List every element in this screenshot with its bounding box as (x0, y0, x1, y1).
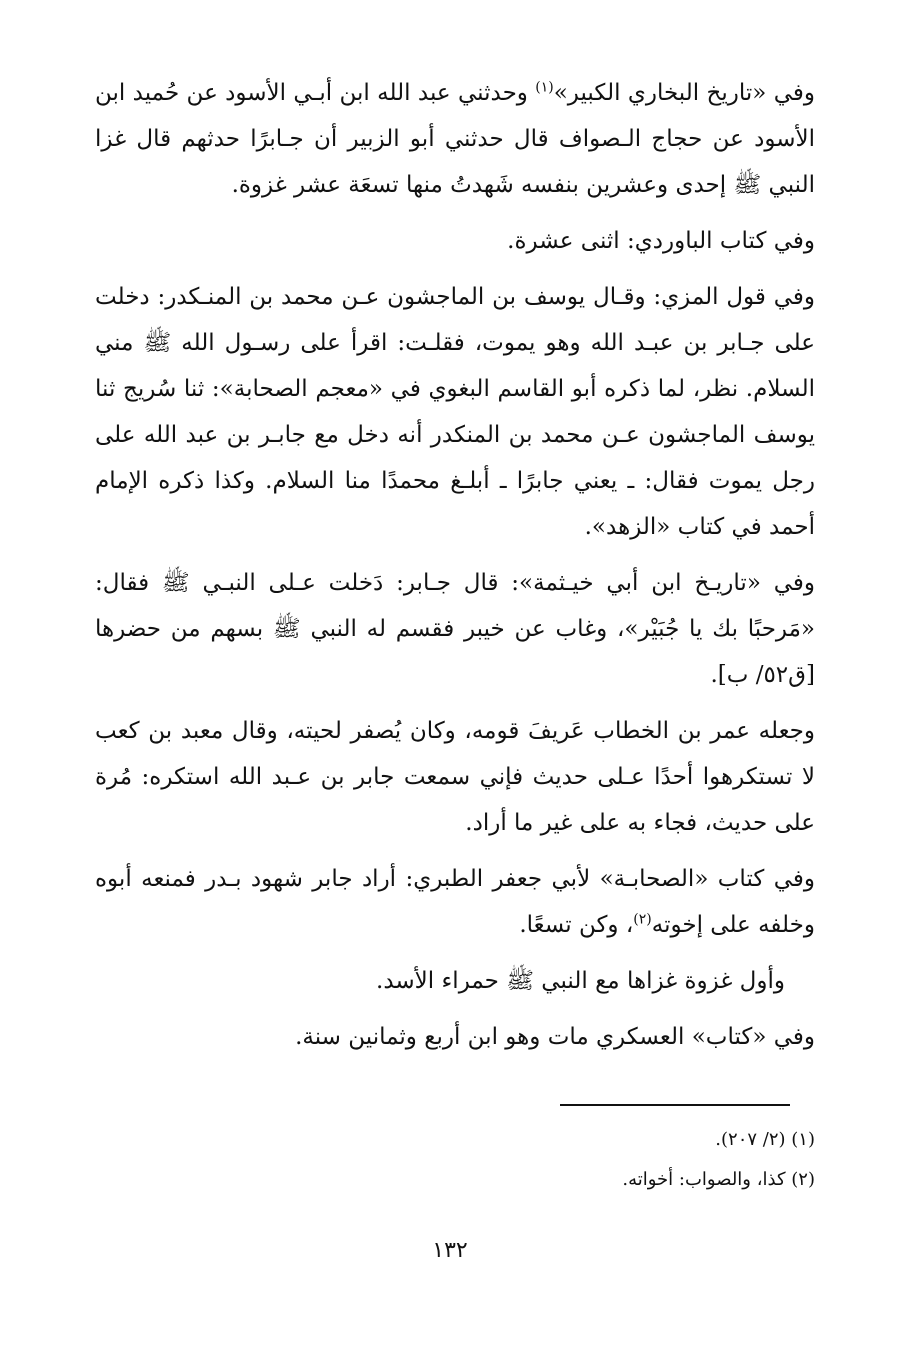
paragraph-tabari-sahaba (95, 856, 815, 948)
footnote-2: (٢) كذا، والصواب: أخواته. (622, 1169, 815, 1190)
footnote-ref-2[interactable]: (٢) (633, 911, 652, 928)
paragraph-text: ، وكن تسعًا. (519, 912, 634, 938)
paragraph-first-ghazwa: وأول غزوة غزاها مع النبي ﷺ حمراء الأسد. (376, 968, 785, 994)
paragraph-bukhari-tarikh (95, 70, 815, 208)
main-text (95, 70, 815, 1070)
paragraph-text: وحدثني عبد الله ابن أبـي الأسود عن حُميد ابن الأسود عن حجاج الـصواف قال حدثني أبو الزبير أن جـابرًا حدثهم قال غزا النبي ﷺ إحدى وعشرين بنفسه شَهدتُ منها تسعَة عشر غزوة. (95, 80, 815, 198)
footnote-ref-1[interactable]: (١) (535, 79, 554, 96)
paragraph-umar-ibn-khattab: وجعله عمر بن الخطاب عَريفَ قومه، وكان يُصفر لحيته، وقال معبد بن كعب لا تستكرهوا أحدًا عـلى حديث فإني سمعت جابر بن عـبد الله استكره: مُرة على حديث، فجاء به على غير ما أراد. (95, 718, 815, 836)
footnote-1: (١) (٢/ ٢٠٧). (715, 1129, 815, 1150)
page-number: ١٣٢ (432, 1238, 468, 1263)
footnote-divider (560, 1104, 790, 1106)
paragraph-askari: وفي «كتاب» العسكري مات وهو ابن أربع وثمانين سنة. (295, 1024, 815, 1050)
paragraph-bawardi: وفي كتاب الباوردي: اثنى عشرة. (507, 228, 815, 254)
paragraph-text: وفي كتاب «الصحابـة» لأبي جعفر الطبري: أراد جابر شهود بـدر فمنعه أبوه وخلفه على إخوته (95, 866, 815, 938)
footnotes (95, 1120, 815, 1200)
paragraph-text: وفي «تاريخ البخاري الكبير» (553, 80, 815, 106)
paragraph-ibn-abi-khaythama: وفي «تاريـخ ابن أبي خيـثمة»: قال جـابر: دَخلت عـلى النبـي ﷺ فقال: «مَرحبًا بك يا جُبَيْر»، وغاب عن خيبر فقسم له النبي ﷺ بسهم من حضرها [ق٥٢/ ب]. (95, 570, 815, 688)
paragraph-mizzi: وفي قول المزي: وقـال يوسف بن الماجشون عـن محمد بن المنـكدر: دخلت على جـابر بن عبـد الله وهو يموت، فقلـت: اقرأ على رسـول الله ﷺ مني السلام. نظر، لما ذكره أبو القاسم البغوي في «معجم الصحابة»: ثنا سُريج ثنا يوسف الماجشون عـن محمد بن المنكدر أنه دخل مع جابـر بن عبد الله على رجل يموت فقال: ـ يعني جابرًا ـ أبلـغ محمدًا منا السلام. وكذا ذكره الإمام أحمد في كتاب «الزهد». (95, 284, 815, 540)
